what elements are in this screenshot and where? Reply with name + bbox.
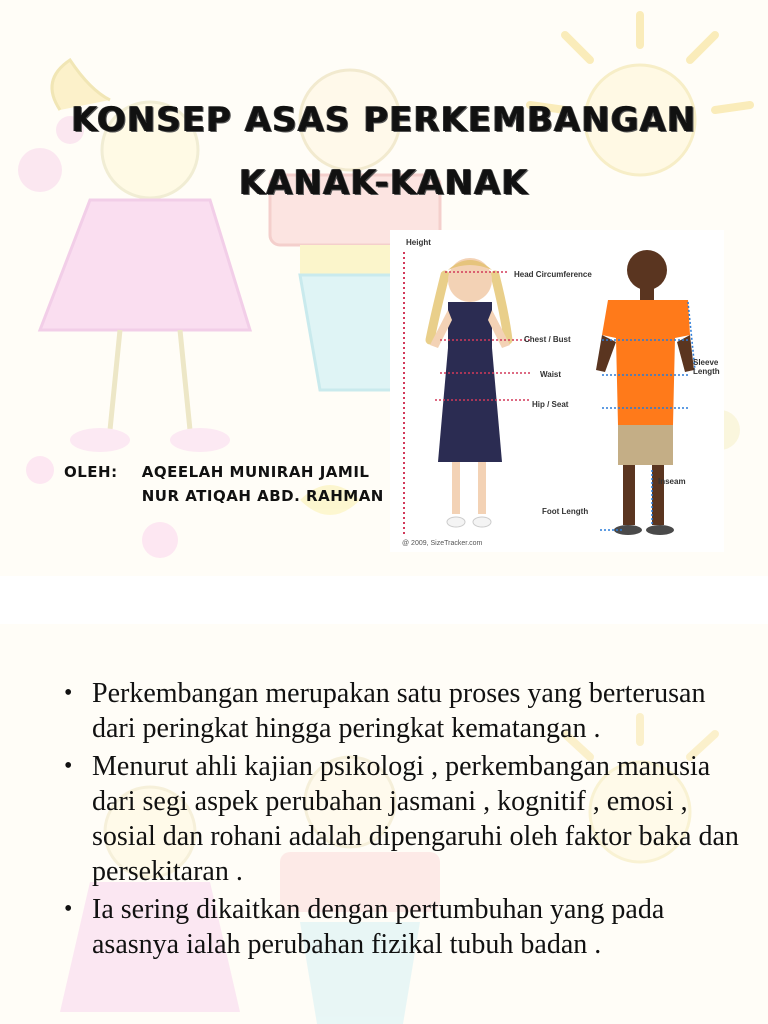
author-name-1: AQEELAH MUNIRAH JAMIL <box>141 463 370 481</box>
slide-title-line-2: KANAK-KANAK <box>239 163 529 203</box>
label-chest-bust: Chest / Bust <box>524 335 571 344</box>
bullet-list <box>62 676 742 965</box>
slide-title-line-1: KONSEP ASAS PERKEMBANGAN <box>71 100 697 140</box>
label-waist: Waist <box>540 370 562 379</box>
label-head-circumference: Head Circumference <box>514 270 592 279</box>
bullet-text: Perkembangan merupakan satu proses yang berterusan dari peringkat hingga peringkat kematangan . <box>92 678 706 744</box>
photo-credit: @ 2009, SizeTracker.com <box>402 540 483 547</box>
label-height: Height <box>406 238 431 247</box>
girl-figure <box>430 258 530 527</box>
measurement-photo <box>390 230 724 552</box>
slide-content <box>0 624 768 1024</box>
bullet-glyph: • <box>64 896 73 922</box>
label-hip-seat: Hip / Seat <box>532 400 569 409</box>
author-label: OLEH: <box>64 463 118 481</box>
bullet-glyph: • <box>64 680 73 706</box>
bullet-glyph: • <box>64 753 73 779</box>
author-block <box>64 460 384 508</box>
label-inseam: Inseam <box>658 477 686 486</box>
boy-figure <box>596 250 695 535</box>
label-sleeve-length: Sleeve Length <box>693 358 720 376</box>
bullet-text: Menurut ahli kajian psikologi , perkembangan manusia dari segi aspek perubahan jasmani , kognitif , emosi , sosial dan rohani adalah dipengaruhi oleh faktor baka dan persekitaran . <box>92 751 739 887</box>
author-name-2: NUR ATIQAH ABD. RAHMAN <box>141 487 384 505</box>
list-item <box>62 749 742 889</box>
list-item <box>62 892 742 962</box>
label-foot-length: Foot Length <box>542 507 589 516</box>
bullet-text: Ia sering dikaitkan dengan pertumbuhan yang pada asasnya ialah perubahan fizikal tubuh badan . <box>92 894 665 960</box>
list-item <box>62 676 742 746</box>
